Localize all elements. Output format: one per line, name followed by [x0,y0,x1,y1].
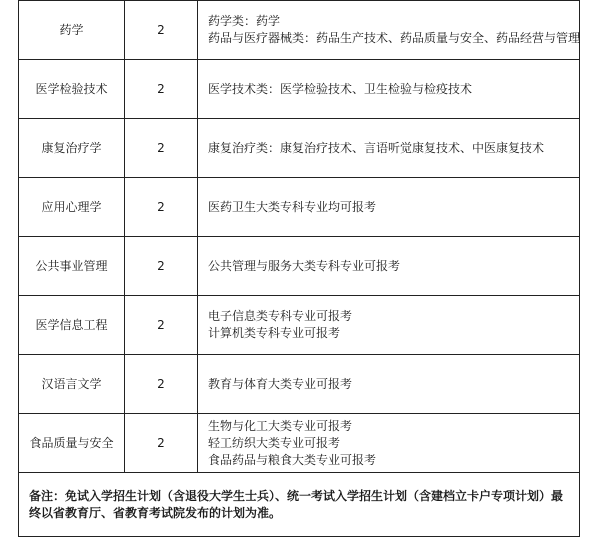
major-cell: 医学检验技术 [19,60,125,119]
table-row [19,414,580,473]
requirement-line: 教育与体育大类专业可报考 [208,376,353,391]
requirement-line: 计算机类专科专业可报考 [208,326,341,340]
requirement-line: 公共管理与服务大类专科专业可报考 [208,258,401,273]
major-cell: 药学 [19,1,125,60]
requirements-cell [198,237,580,296]
major-cell: 应用心理学 [19,178,125,237]
requirement-line: 药品与医疗器械类：药品生产技术、药品质量与安全、药品经营与管理 [208,31,581,45]
count-cell: 2 [125,178,198,237]
requirements-cell [198,1,580,60]
table-row [19,60,580,119]
requirements-cell [198,60,580,119]
note-row [19,473,580,537]
requirement-line: 医学技术类：医学检验技术、卫生检验与检疫技术 [208,81,473,96]
requirement-line: 康复治疗类：康复治疗技术、言语听觉康复技术、中医康复技术 [208,140,545,155]
table-body [19,1,580,537]
major-cell: 公共事业管理 [19,237,125,296]
table-row [19,1,580,60]
table-row [19,178,580,237]
requirement-line: 生物与化工大类专业可报考 [208,418,353,433]
count-cell: 2 [125,296,198,355]
requirements-cell [198,355,580,414]
requirements-cell [198,119,580,178]
count-cell: 2 [125,119,198,178]
major-cell: 康复治疗学 [19,119,125,178]
table-row [19,296,580,355]
count-cell: 2 [125,1,198,60]
major-cell: 医学信息工程 [19,296,125,355]
note-text: 备注：免试入学招生计划（含退役大学生士兵）、统一考试入学招生计划（含建档立卡户专项计划）最终以省教育厅、省教育考试院发布的计划为准。 [19,473,580,537]
requirement-line: 轻工纺织大类专业可报考 [208,435,341,450]
count-cell: 2 [125,60,198,119]
requirement-line: 食品药品与粮食大类专业可报考 [208,452,377,467]
count-cell: 2 [125,237,198,296]
requirement-line: 医药卫生大类专科专业均可报考 [208,199,377,214]
requirement-line: 药学类：药学 [208,14,281,28]
requirement-line: 电子信息类专科专业可报考 [208,309,353,323]
table-row [19,237,580,296]
table-row [19,119,580,178]
requirements-cell [198,178,580,237]
table-row [19,355,580,414]
enrollment-plan-table [18,0,580,537]
requirements-cell [198,414,580,473]
count-cell: 2 [125,355,198,414]
requirements-cell [198,296,580,355]
major-cell: 汉语言文学 [19,355,125,414]
major-cell: 食品质量与安全 [19,414,125,473]
count-cell: 2 [125,414,198,473]
